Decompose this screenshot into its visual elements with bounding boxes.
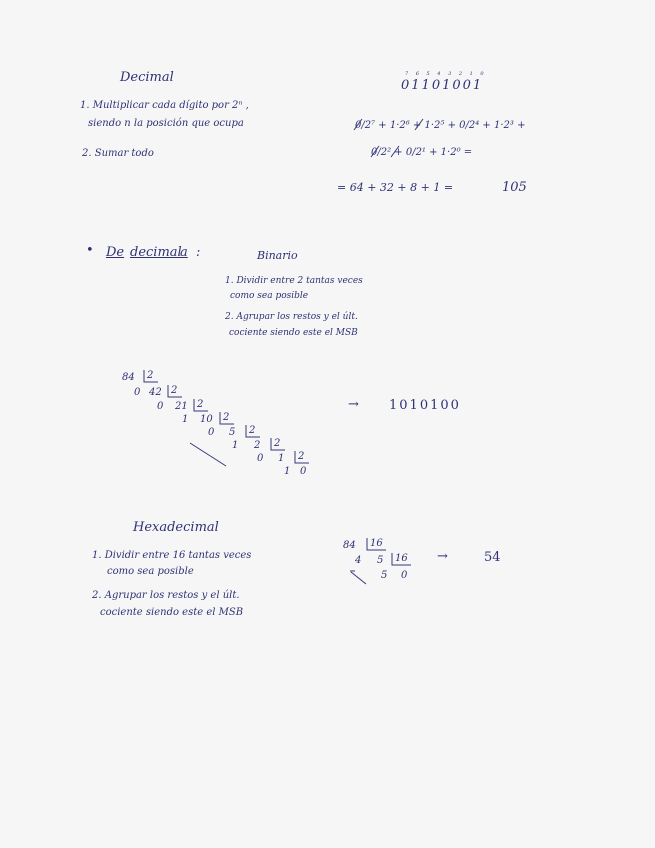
div2-r5-divisor: 2 [249,425,256,436]
hex-step1-line2: como sea posible [107,566,194,577]
sum-line: = 64 + 32 + 8 + 1 = [337,181,454,194]
hexadecimal-heading: Hexadecimal [133,520,219,535]
binary-number: 01101001 [401,78,484,93]
title-colon: : [196,245,201,260]
div16-r2-divisor: 16 [395,553,408,564]
decimal-step2: 2. Sumar todo [82,148,154,159]
decimal-heading: Decimal [120,70,174,85]
binary-arrow: → [348,397,359,412]
div2-r4-divisor: 2 [223,412,230,423]
div2-r7-quotient: 1 [278,453,285,464]
div2-r1-dividend: 84 [122,372,135,383]
div2-r7-divisor: 2 [298,451,305,462]
binary-result: 1010100 [389,398,461,413]
hex-result: 54 [484,550,501,565]
div2-r7-remainder: 0 [257,453,264,464]
div2-r6-quotient: 2 [254,440,261,451]
binario-step1-line2: como sea posible [230,291,309,301]
binario-step1-line1: 1. Dividir entre 2 tantas veces [225,276,363,286]
div2-r5-quotient: 5 [229,427,236,438]
div2-r3-divisor: 2 [197,399,204,410]
div2-r6-divisor: 2 [274,438,281,449]
hex-step1-line1: 1. Dividir entre 16 tantas veces [92,550,252,561]
hex-back-arrow [351,572,366,584]
expansion-line-2: 0/2² + 0/2¹ + 1·2⁰ = [371,147,473,158]
decimal-step1-line2: siendo n la posición que ocupa [88,118,244,129]
title-de: De [106,245,125,260]
decimal-result: 105 [502,180,527,195]
div2-r5-remainder: 0 [208,427,215,438]
div16-r2-quotient: 5 [377,555,384,566]
div2-r1-divisor: 2 [147,370,154,381]
div16-r1-divisor: 16 [370,538,383,549]
decimal-step1-line1: 1. Multiplicar cada dígito por 2ⁿ , [80,100,249,111]
binario-step2-line1: 2. Agrupar los restos y el últ. [225,312,358,322]
div2-r8-quotient: 0 [300,466,307,477]
hex-step2-line2: cociente siendo este el MSB [100,607,244,618]
title-decimal: decimal [130,245,182,260]
bullet: • [86,243,94,258]
div16-r3-remainder: 5 [381,570,388,581]
div2-r8-remainder: 1 [284,466,291,477]
hex-step2-line1: 2. Agrupar los restos y el últ. [92,590,240,601]
binario-step2-line2: cociente siendo este el MSB [229,328,358,338]
div16-r1-dividend: 84 [343,540,356,551]
div16-r3-quotient: 0 [401,570,408,581]
binario-heading: Binario [257,249,298,262]
div2-r2-quotient: 42 [149,387,162,398]
div2-r6-remainder: 1 [232,440,239,451]
binary-back-arrow [190,443,226,466]
title-a: a [180,245,188,260]
div2-r2-remainder: 0 [134,387,141,398]
expansion-line-1: 0/2⁷ + 1·2⁶ + 1·2⁵ + 0/2⁴ + 1·2³ + [355,120,526,131]
div2-r4-remainder: 1 [182,414,189,425]
hex-arrow: → [437,549,448,564]
div2-r3-remainder: 0 [157,401,164,412]
div2-r3-quotient: 21 [175,401,188,412]
div2-r4-quotient: 10 [200,414,213,425]
div16-r2-remainder: 4 [355,555,362,566]
div2-r2-divisor: 2 [171,385,178,396]
bit-positions: 7 6 5 4 3 2 1 0 [405,71,487,77]
